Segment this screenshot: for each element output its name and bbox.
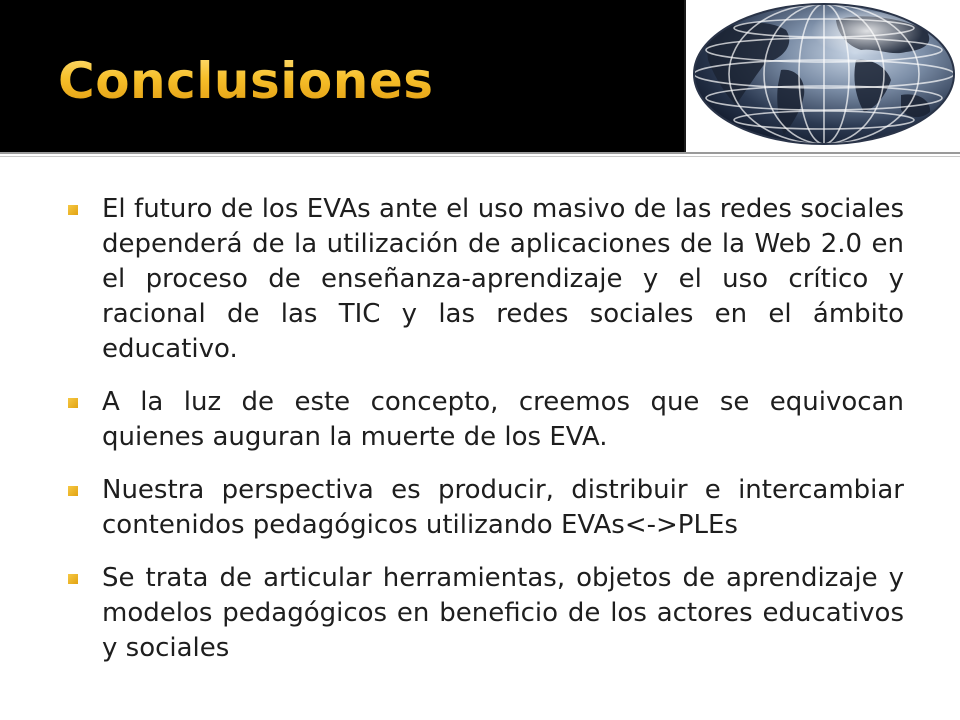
bullet-item — [68, 385, 904, 455]
globe-icon — [686, 0, 960, 152]
bullet-list — [68, 192, 904, 684]
bullet-item — [68, 192, 904, 367]
slide-title: Conclusiones — [58, 52, 434, 110]
bullet-text: Nuestra perspectiva es producir, distribuir e intercambiar contenidos pedagógicos utilizando EVAs<->PLEs — [102, 475, 904, 540]
header-divider — [0, 152, 960, 154]
bullet-item — [68, 561, 904, 666]
bullet-text: Se trata de articular herramientas, objetos de aprendizaje y modelos pedagógicos en beneficio de los actores educativos y sociales — [102, 563, 904, 663]
title-bar — [0, 0, 960, 152]
bullet-square-icon — [68, 486, 78, 496]
bullet-square-icon — [68, 574, 78, 584]
bullet-text: A la luz de este concepto, creemos que se equivocan quienes auguran la muerte de los EVA. — [102, 387, 904, 452]
bullet-square-icon — [68, 398, 78, 408]
header-divider-thin — [0, 156, 960, 157]
bullet-square-icon — [68, 205, 78, 215]
globe-image — [684, 0, 960, 152]
bullet-item — [68, 473, 904, 543]
bullet-text: El futuro de los EVAs ante el uso masivo de las redes sociales dependerá de la utilización de aplicaciones de la Web 2.0 en el proceso de enseñanza-aprendizaje y el uso crítico y racional de las TIC y las redes sociales en el ámbito educativo. — [102, 194, 904, 364]
